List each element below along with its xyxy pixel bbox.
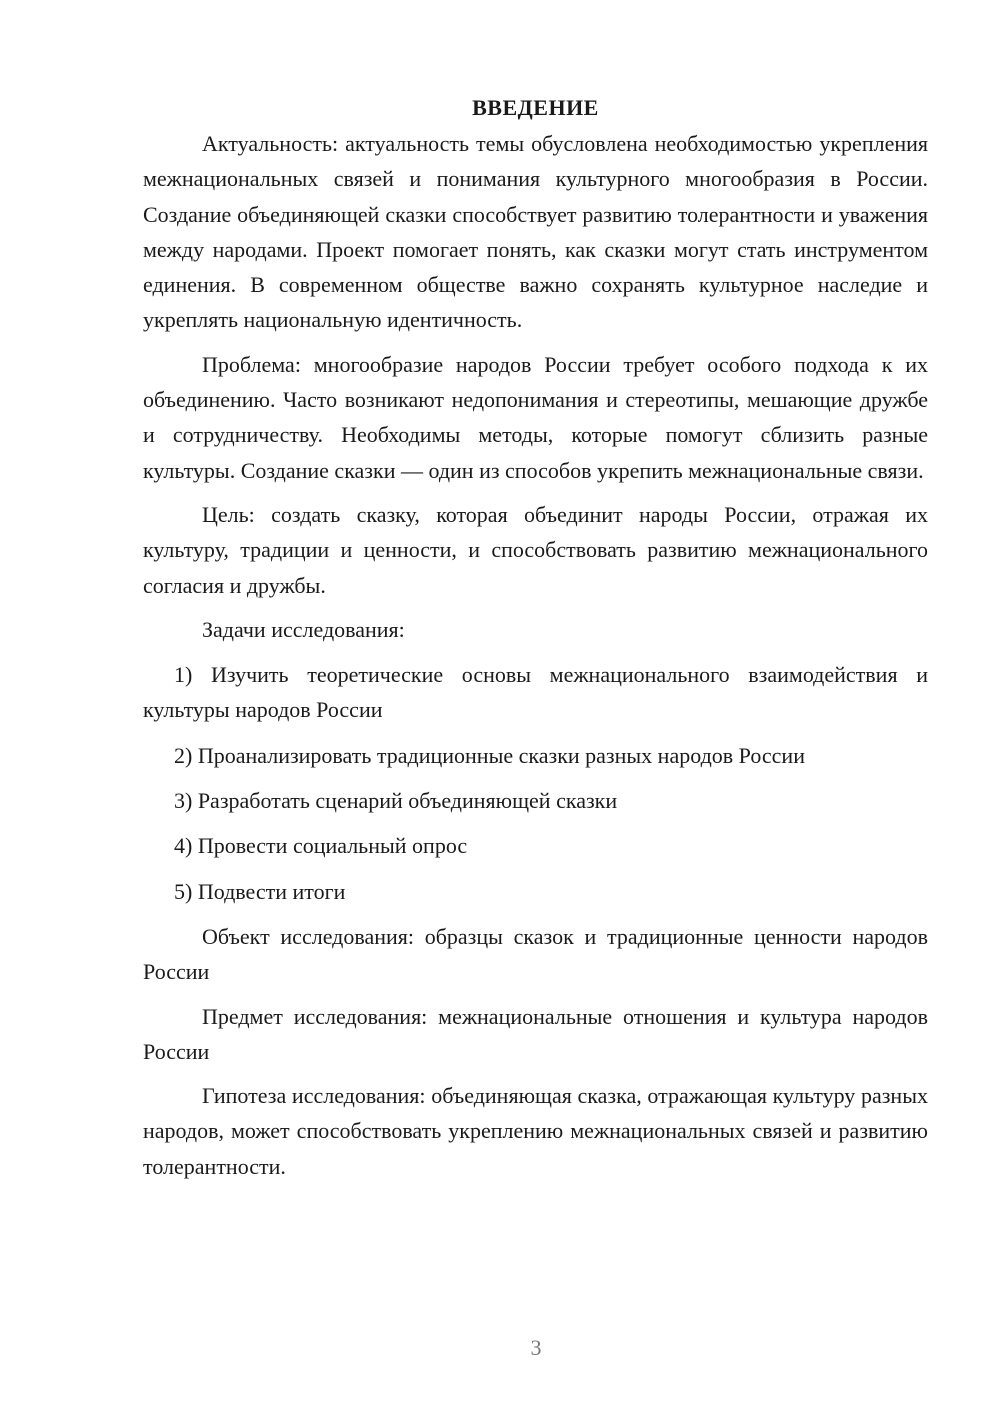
goal-paragraph: Цель: создать сказку, которая объединит народы России, отражая их культуру, традиции и ценности, и способствовать развитию межнационального согласия и дружбы. xyxy=(143,501,928,598)
list-item: 5) Подвести итоги xyxy=(174,878,346,904)
list-item: 2) Проанализировать традиционные сказки разных народов России xyxy=(174,742,805,768)
page-title: ВВЕДЕНИЕ xyxy=(472,95,599,120)
document-page xyxy=(143,90,928,1193)
list-item: 3) Разработать сценарий объединяющей сказки xyxy=(174,788,618,814)
tasks-list xyxy=(143,657,928,909)
problem-paragraph: Проблема: многообразие народов России требует особого подхода к их объединению. Часто возникают недопонимания и стереотипы, мешающие дружбе и сотрудничеству. Необходимы методы, которые помогут сблизить разные культуры. Создание сказки — один из способов укрепить межнациональные связи. xyxy=(143,351,928,483)
list-item: 4) Провести социальный опрос xyxy=(174,833,468,859)
tasks-heading: Задачи исследования: xyxy=(202,616,405,642)
subject-paragraph: Предмет исследования: межнациональные отношения и культура народов России xyxy=(143,1003,928,1064)
object-paragraph: Объект исследования: образцы сказок и традиционные ценности народов России xyxy=(143,923,928,985)
list-item: 1) Изучить теоретические основы межнационального взаимодействия и культуры народов России xyxy=(143,662,928,723)
hypothesis-paragraph: Гипотеза исследования: объединяющая сказка, отражающая культуру разных народов, может способствовать укреплению межнациональных связей и развитию толерантности. xyxy=(143,1083,928,1179)
relevance-paragraph: Актуальность: актуальность темы обусловлена необходимостью укрепления межнациональных связей и понимания культурного многообразия в России. Создание объединяющей сказки способствует развитию толерантности и уважения между народами. Проект помогает понять, как сказки могут стать инструментом единения. В современном обществе важно сохранять культурное наследие и укреплять национальную идентичность. xyxy=(143,131,928,333)
page-number: 3 xyxy=(530,1335,542,1360)
